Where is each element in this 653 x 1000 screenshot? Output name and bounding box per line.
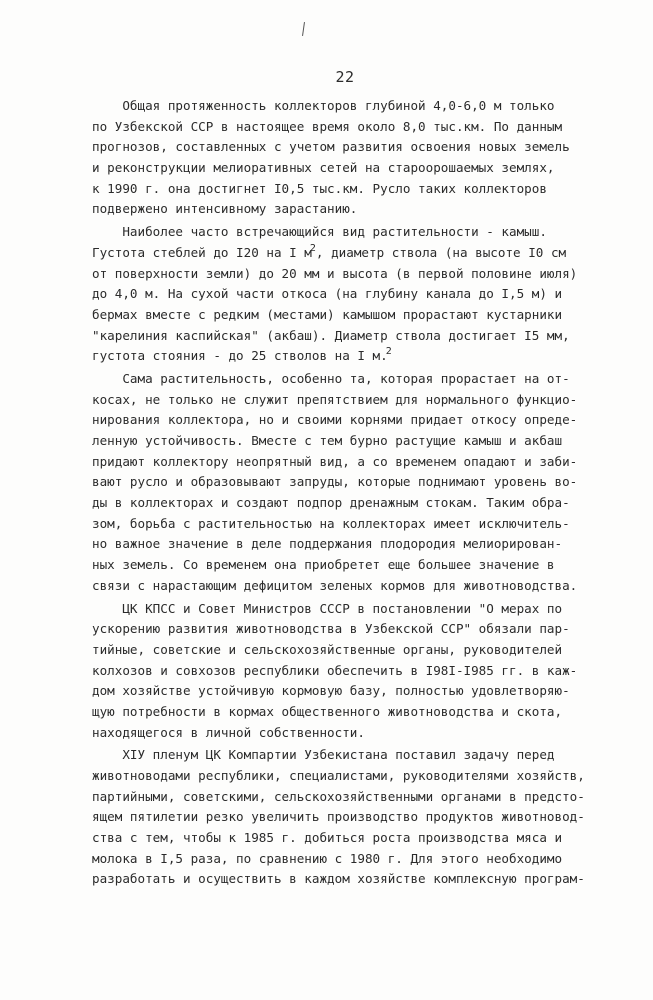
text-line: придают коллектору неопрятный вид, а со временем опадают и заби- [92,453,578,469]
superscript: 2 [385,346,392,358]
text-line: косах, не только не служит препятствием для нормального функцио- [92,391,578,407]
text-line: колхозов и совхозов республики обеспечить в I98I-I985 гг. в каж- [92,662,578,678]
superscript: 2 [309,242,316,254]
text-line: Общая протяженность коллекторов глубиной 4,0-6,0 м только [92,98,555,113]
text-line: ных земель. Со временем она приобретет еще большее значение в [92,557,555,573]
body-text [92,96,612,890]
text-line: дом хозяйстве устойчивую кормовую базу, полностью удовлетворяю- [92,683,570,699]
text-line: тийные, советские и сельскохозяйственные органы, руководителей [92,641,563,657]
text-line: животноводами республики, специалистами, руководителями хозяйств, [92,768,585,783]
text-line: ленную устойчивость. Вместе с тем бурно растущие камыш и акбаш [92,433,563,448]
text-line: Сама растительность, особенно та, которая прорастает на от- [92,370,570,386]
text-line: подвержено интенсивному зарастанию. [92,201,358,217]
text-line: вают русло и образовывают запруды, которые поднимают уровень во- [92,474,578,490]
text-line: Наиболее часто встречающийся вид растительности - камыш. [92,224,547,240]
text-line: прогнозов, составленных с учетом развития освоения новых земель [92,139,570,155]
text-line: ства с тем, чтобы к 1985 г. добиться роста производства мяса и [92,830,563,846]
text-line [92,243,612,264]
text-line: связи с нарастающим дефицитом зеленых кормов для животноводства. [92,577,578,593]
text-line: щую потребности в кормах общественного животноводства и скота, [92,703,563,719]
text-line: до 4,0 м. На сухой части откоса (на глубину канала до I,5 м) и [92,286,563,302]
text-line: по Узбекской ССР в настоящее время около 8,0 тыс.км. По данным [92,118,563,134]
text-line: XIУ пленум ЦК Компартии Узбекистана поставил задачу перед [92,747,555,763]
text-line: нирования коллектора, но и своими корнями придает откосу опреде- [92,412,578,428]
text-line: к 1990 г. она достигнет I0,5 тыс.км. Русло таких коллекторов [92,180,547,196]
text-line: зом, борьба с растительностью на коллекторах имеет исключитель- [92,515,570,531]
text-line: ящем пятилетии резко увеличить производство продуктов животновод- [92,809,585,825]
text-line: и реконструкции мелиоративных сетей на староорошаемых землях, [92,160,555,176]
text-line: от поверхности земли) до 20 мм и высота (в первой половине июля) [92,265,578,281]
pencil-mark [302,22,305,36]
text-line: бермах вместе с редким (местами) камышом прорастают кустарники [92,306,563,322]
text-line: ды в коллекторах и создают подпор дренажным стокам. Таким обра- [92,495,570,511]
text-line: ускорению развития животноводства в Узбекской ССР" обязали пар- [92,621,570,637]
text-line: "карелиния каспийская" (акбаш). Диаметр ствола достигает I5 мм, [92,327,570,343]
text-line [92,346,612,367]
text-line: партийными, советскими, сельскохозяйственными органами в предсто- [92,788,585,804]
page-number: 22 [335,68,355,86]
text-line: ЦК КПСС и Совет Министров СССР в постановлении "О мерах по [92,600,563,616]
text-segment: Густота стеблей до I20 на I м [92,244,312,260]
text-line: находящегося в личной собственности. [92,724,365,740]
text-line: разработать и осуществить в каждом хозяйстве комплексную програм- [92,871,585,887]
text-segment: густота стояния - до 25 стволов на I м. [92,348,388,364]
text-line: но важное значение в деле поддержания плодородия мелиорирован- [92,536,563,552]
text-line: молока в I,5 раза, по сравнению с 1980 г. Для этого необходимо [92,850,563,866]
text-segment: , диаметр ствола (на высоте I0 см [315,244,567,260]
